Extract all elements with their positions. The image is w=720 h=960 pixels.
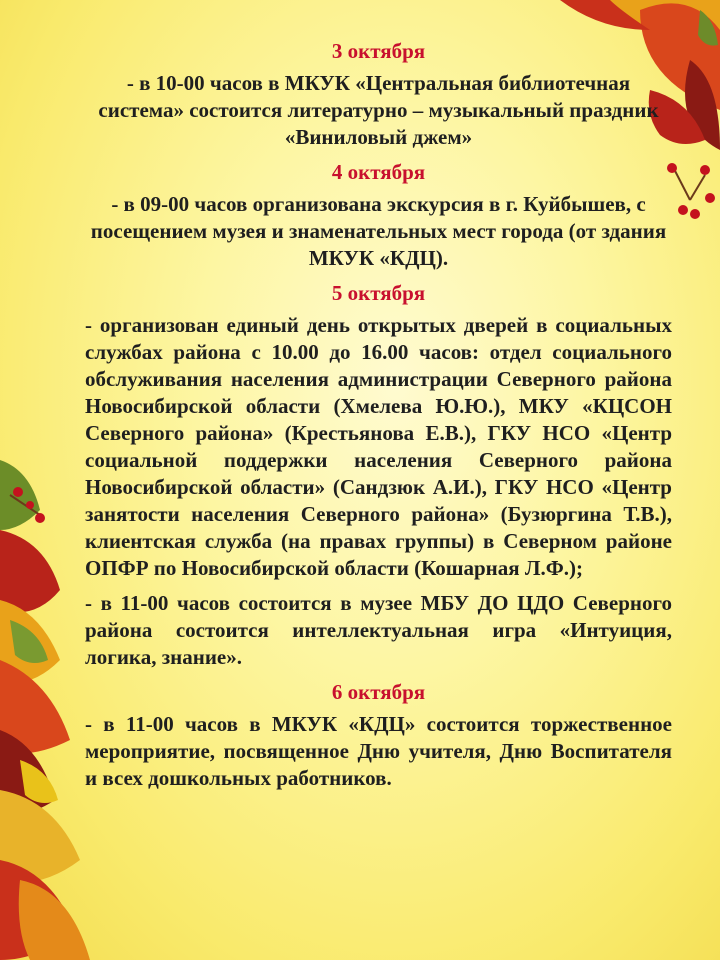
event-date-heading: 4 октября bbox=[331, 160, 426, 184]
events-content bbox=[85, 38, 672, 792]
event-description: - в 10-00 часов в МКУК «Центральная библиотечная система» состоится литературно – музыкальный праздник «Виниловый джем» bbox=[98, 71, 659, 149]
event-description: - в 11-00 часов состоится в музее МБУ ДО ЦДО Северного района состоится интеллектуальная игра «Интуиция, логика, знание». bbox=[85, 591, 672, 669]
event-date-heading: 3 октября bbox=[331, 39, 426, 63]
event-date-heading: 5 октября bbox=[331, 281, 426, 305]
leaves-bottom-left bbox=[0, 460, 90, 960]
event-description: - организован единый день открытых дверей в социальных службах района с 10.00 до 16.00 часов: отдел социального обслуживания населения администрации Северного района Новосибирской области (Хмелева Ю.Ю.), МКУ «КЦСОН Северного района» (Крестьянова Е.В.), ГКУ НСО «Центр социальной поддержки населения Северного района Новосибирской области» (Сандзюк А.И.), ГКУ НСО «Центр занятости населения Северного района» (Бузюргина Т.В.), клиентская служба (на правах группы) в Северном районе ОПФР по Новосибирской области (Кошарная Л.Ф.); bbox=[85, 313, 672, 580]
event-description: - в 11-00 часов в МКУК «КДЦ» состоится торжественное мероприятие, посвященное Дню учителя, Дню Воспитателя и всех дошкольных работников. bbox=[85, 712, 672, 790]
event-description: - в 09-00 часов организована экскурсия в г. Куйбышев, с посещением музея и знаменательных мест города (от здания МКУК «КДЦ). bbox=[90, 192, 667, 270]
event-date-heading: 6 октября bbox=[331, 680, 426, 704]
